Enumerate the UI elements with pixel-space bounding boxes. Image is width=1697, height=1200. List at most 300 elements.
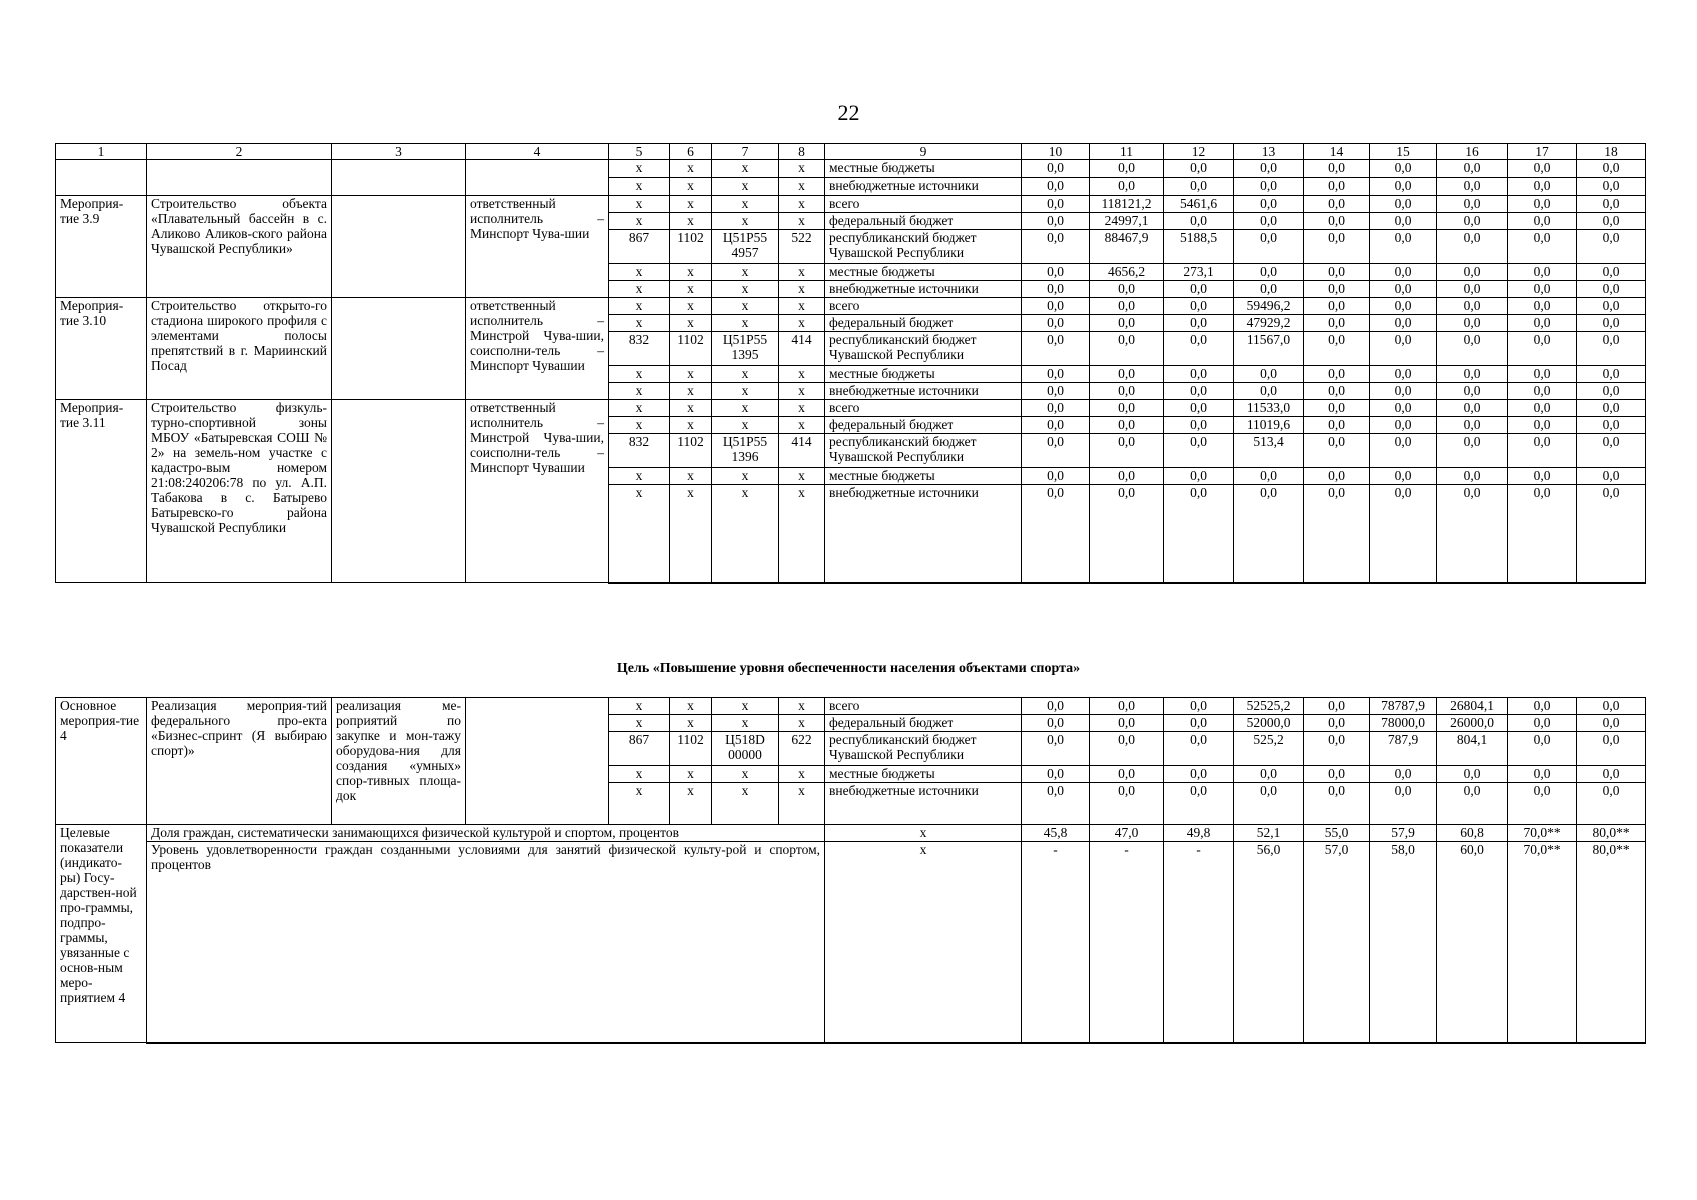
value-cell: 0,0: [1577, 160, 1646, 178]
value-cell: 0,0: [1437, 196, 1508, 213]
funding-source-cell: внебюджетные источники: [825, 178, 1022, 196]
value-cell: 0,0: [1437, 332, 1508, 366]
target-value: 60,8: [1437, 825, 1508, 842]
value-cell: 0,0: [1370, 298, 1437, 315]
value-cell: 0,0: [1370, 196, 1437, 213]
value-cell: 0,0: [1234, 196, 1304, 213]
value-cell: 78787,9: [1370, 698, 1437, 715]
value-cell: 0,0: [1508, 783, 1577, 825]
value-cell: 0,0: [1090, 281, 1164, 298]
value-cell: 0,0: [1234, 264, 1304, 281]
value-cell: 0,0: [1022, 715, 1090, 732]
value-cell: 5188,5: [1164, 230, 1234, 264]
code-cell: 832: [609, 332, 670, 366]
value-cell: 804,1: [1437, 732, 1508, 766]
value-cell: 0,0: [1022, 468, 1090, 485]
value-cell: 0,0: [1577, 417, 1646, 434]
value-cell: 0,0: [1370, 366, 1437, 383]
main-measure-description: реализация ме-роприятий по закупке и мон-тажу оборудова-ния для создания «умных» спор-тивных площа-док: [332, 698, 466, 825]
code-cell: х: [670, 213, 712, 230]
value-cell: 0,0: [1022, 698, 1090, 715]
code-cell: х: [712, 783, 779, 825]
target-value: 49,8: [1164, 825, 1234, 842]
code-cell: х: [670, 160, 712, 178]
value-cell: 0,0: [1437, 485, 1508, 583]
value-cell: 0,0: [1508, 715, 1577, 732]
value-cell: 0,0: [1508, 468, 1577, 485]
value-cell: 0,0: [1164, 366, 1234, 383]
code-cell: х: [609, 160, 670, 178]
column-number: 9: [825, 144, 1022, 160]
code-cell: 867: [609, 230, 670, 264]
value-cell: 0,0: [1508, 434, 1577, 468]
value-cell: 0,0: [1370, 160, 1437, 178]
value-cell: 0,0: [1164, 298, 1234, 315]
value-cell: 0,0: [1508, 417, 1577, 434]
code-cell: х: [670, 400, 712, 417]
value-cell: 0,0: [1304, 715, 1370, 732]
code-cell: х: [712, 715, 779, 732]
funding-source-cell: внебюджетные источники: [825, 783, 1022, 825]
budget-table-main-measure: [55, 697, 1646, 1044]
value-cell: 11533,0: [1234, 400, 1304, 417]
code-cell: х: [779, 698, 825, 715]
value-cell: 0,0: [1304, 783, 1370, 825]
value-cell: 0,0: [1508, 698, 1577, 715]
code-cell: х: [779, 400, 825, 417]
value-cell: 0,0: [1022, 315, 1090, 332]
code-cell: 1102: [670, 332, 712, 366]
value-cell: 0,0: [1437, 160, 1508, 178]
column-number: 4: [466, 144, 609, 160]
value-cell: 0,0: [1577, 264, 1646, 281]
value-cell: 0,0: [1164, 383, 1234, 400]
code-cell: х: [779, 783, 825, 825]
main-measure-name: Реализация мероприя-тий федерального про-екта «Бизнес-спринт (Я выбираю спорт)»: [147, 698, 332, 825]
value-cell: 0,0: [1090, 332, 1164, 366]
empty-cell-col3: [332, 298, 466, 400]
value-cell: 0,0: [1577, 434, 1646, 468]
code-cell: х: [712, 196, 779, 213]
value-cell: 0,0: [1304, 698, 1370, 715]
value-cell: 0,0: [1304, 264, 1370, 281]
column-number: 15: [1370, 144, 1437, 160]
goal-title: Цель «Повышение уровня обеспеченности населения объектами спорта»: [616, 661, 1081, 676]
value-cell: 0,0: [1090, 178, 1164, 196]
value-cell: 0,0: [1304, 366, 1370, 383]
code-cell: х: [609, 281, 670, 298]
value-cell: 0,0: [1437, 468, 1508, 485]
value-cell: 0,0: [1234, 281, 1304, 298]
value-cell: 0,0: [1437, 264, 1508, 281]
code-cell: х: [670, 468, 712, 485]
value-cell: 0,0: [1437, 434, 1508, 468]
value-cell: 0,0: [1022, 281, 1090, 298]
code-cell: х: [609, 766, 670, 783]
code-cell: х: [779, 160, 825, 178]
funding-source-cell: федеральный бюджет: [825, 315, 1022, 332]
header-row: [56, 144, 1646, 160]
code-cell: х: [609, 698, 670, 715]
code-cell: х: [712, 366, 779, 383]
value-cell: 0,0: [1304, 281, 1370, 298]
value-cell: 11567,0: [1234, 332, 1304, 366]
funding-source-cell: внебюджетные источники: [825, 281, 1022, 298]
target-value: 60,0: [1437, 842, 1508, 1043]
value-cell: 0,0: [1022, 732, 1090, 766]
code-cell: х: [779, 264, 825, 281]
target-indicator-text: Уровень удовлетворенности граждан созданными условиями для занятий физической культу-рой и спортом, процентов: [147, 842, 825, 1043]
code-cell: х: [670, 698, 712, 715]
value-cell: 0,0: [1577, 468, 1646, 485]
target-value: 57,9: [1370, 825, 1437, 842]
value-cell: 0,0: [1304, 732, 1370, 766]
value-cell: 0,0: [1370, 264, 1437, 281]
value-cell: 0,0: [1304, 417, 1370, 434]
code-cell: х: [670, 264, 712, 281]
value-cell: 0,0: [1437, 213, 1508, 230]
funding-source-cell: федеральный бюджет: [825, 213, 1022, 230]
code-cell: х: [670, 783, 712, 825]
value-cell: 0,0: [1164, 315, 1234, 332]
code-cell: х: [609, 783, 670, 825]
empty-cell-col3: [332, 400, 466, 583]
column-number: 12: [1164, 144, 1234, 160]
code-cell: 1102: [670, 732, 712, 766]
code-cell: х: [609, 468, 670, 485]
code-cell: х: [779, 315, 825, 332]
value-cell: 0,0: [1577, 230, 1646, 264]
code-cell: х: [779, 366, 825, 383]
target-value: 52,1: [1234, 825, 1304, 842]
code-cell: х: [670, 485, 712, 583]
value-cell: 0,0: [1508, 315, 1577, 332]
column-number: 8: [779, 144, 825, 160]
value-cell: 0,0: [1022, 485, 1090, 583]
value-cell: 0,0: [1304, 332, 1370, 366]
column-number: 6: [670, 144, 712, 160]
value-cell: 0,0: [1164, 715, 1234, 732]
target-value: 47,0: [1090, 825, 1164, 842]
column-number: 1: [56, 144, 147, 160]
value-cell: 0,0: [1090, 715, 1164, 732]
column-number: 3: [332, 144, 466, 160]
column-number: 17: [1508, 144, 1577, 160]
value-cell: 0,0: [1370, 178, 1437, 196]
value-cell: 0,0: [1090, 366, 1164, 383]
value-cell: 0,0: [1370, 434, 1437, 468]
value-cell: 0,0: [1090, 434, 1164, 468]
value-cell: 0,0: [1370, 468, 1437, 485]
value-cell: 52525,2: [1234, 698, 1304, 715]
value-cell: 0,0: [1577, 298, 1646, 315]
code-cell: х: [609, 485, 670, 583]
code-cell: х: [712, 178, 779, 196]
value-cell: 0,0: [1508, 213, 1577, 230]
value-cell: 0,0: [1234, 468, 1304, 485]
value-cell: 0,0: [1164, 468, 1234, 485]
value-cell: 0,0: [1022, 383, 1090, 400]
value-cell: 0,0: [1164, 178, 1234, 196]
code-cell: х: [712, 417, 779, 434]
value-cell: 0,0: [1370, 315, 1437, 332]
code-cell: х: [609, 417, 670, 434]
code-cell: 1102: [670, 230, 712, 264]
empty-cell-col3: [332, 160, 466, 196]
value-cell: 0,0: [1577, 281, 1646, 298]
code-cell: х: [712, 400, 779, 417]
target-value: -: [1164, 842, 1234, 1043]
value-cell: 0,0: [1090, 732, 1164, 766]
target-mark: х: [825, 842, 1022, 1043]
value-cell: 88467,9: [1090, 230, 1164, 264]
code-cell: Ц51Р55 1396: [712, 434, 779, 468]
measure-name: Строительство объекта «Плавательный бассейн в с. Аликово Аликов-ского района Чувашской Республики»: [147, 196, 332, 298]
empty-cell-col4: [466, 160, 609, 196]
code-cell: х: [609, 366, 670, 383]
value-cell: 0,0: [1164, 417, 1234, 434]
value-cell: 0,0: [1508, 298, 1577, 315]
value-cell: 0,0: [1508, 196, 1577, 213]
value-cell: 0,0: [1577, 783, 1646, 825]
code-cell: х: [712, 383, 779, 400]
value-cell: 0,0: [1437, 315, 1508, 332]
code-cell: х: [779, 383, 825, 400]
code-cell: 414: [779, 332, 825, 366]
code-cell: х: [670, 766, 712, 783]
code-cell: х: [779, 766, 825, 783]
value-cell: 0,0: [1090, 485, 1164, 583]
value-cell: 0,0: [1577, 213, 1646, 230]
target-value: 70,0**: [1508, 842, 1577, 1043]
measure-label: Мероприя-тие 3.9: [56, 196, 147, 298]
value-cell: 0,0: [1437, 783, 1508, 825]
target-mark: х: [825, 825, 1022, 842]
value-cell: 0,0: [1437, 366, 1508, 383]
value-cell: 0,0: [1164, 766, 1234, 783]
value-cell: 0,0: [1508, 400, 1577, 417]
value-cell: 118121,2: [1090, 196, 1164, 213]
value-cell: 0,0: [1022, 783, 1090, 825]
funding-source-cell: внебюджетные источники: [825, 485, 1022, 583]
funding-source-cell: республиканский бюджет Чувашской Республики: [825, 332, 1022, 366]
value-cell: 0,0: [1090, 383, 1164, 400]
code-cell: х: [779, 178, 825, 196]
value-cell: 525,2: [1234, 732, 1304, 766]
code-cell: х: [712, 298, 779, 315]
column-number: 18: [1577, 144, 1646, 160]
measure-label: Мероприя-тие 3.11: [56, 400, 147, 583]
value-cell: 0,0: [1370, 332, 1437, 366]
funding-source-cell: федеральный бюджет: [825, 715, 1022, 732]
code-cell: х: [779, 417, 825, 434]
value-cell: 0,0: [1437, 230, 1508, 264]
value-cell: 0,0: [1022, 230, 1090, 264]
value-cell: 52000,0: [1234, 715, 1304, 732]
value-cell: 0,0: [1508, 332, 1577, 366]
code-cell: х: [712, 160, 779, 178]
value-cell: 0,0: [1304, 178, 1370, 196]
code-cell: х: [712, 698, 779, 715]
value-cell: 0,0: [1090, 783, 1164, 825]
target-value: -: [1022, 842, 1090, 1043]
value-cell: 0,0: [1304, 468, 1370, 485]
value-cell: 0,0: [1234, 783, 1304, 825]
value-cell: 0,0: [1164, 485, 1234, 583]
target-value: 58,0: [1370, 842, 1437, 1043]
code-cell: х: [712, 468, 779, 485]
value-cell: 0,0: [1234, 366, 1304, 383]
funding-source-cell: республиканский бюджет Чувашской Республики: [825, 230, 1022, 264]
value-cell: 4656,2: [1090, 264, 1164, 281]
value-cell: 0,0: [1508, 178, 1577, 196]
measure-executor: ответственный исполнитель – Минстрой Чува-шии, соисполни-тель – Минспорт Чувашии: [466, 400, 609, 583]
value-cell: 0,0: [1508, 160, 1577, 178]
funding-source-cell: местные бюджеты: [825, 366, 1022, 383]
code-cell: х: [670, 315, 712, 332]
funding-source-cell: всего: [825, 196, 1022, 213]
code-cell: х: [609, 178, 670, 196]
code-cell: х: [670, 178, 712, 196]
table-row: [56, 298, 1646, 315]
code-cell: х: [779, 298, 825, 315]
funding-source-cell: всего: [825, 298, 1022, 315]
value-cell: 0,0: [1304, 213, 1370, 230]
table-row: [56, 160, 1646, 178]
funding-source-cell: всего: [825, 400, 1022, 417]
code-cell: х: [779, 715, 825, 732]
value-cell: 0,0: [1508, 485, 1577, 583]
value-cell: 0,0: [1022, 213, 1090, 230]
table-row: [56, 400, 1646, 417]
value-cell: 0,0: [1508, 281, 1577, 298]
column-number: 16: [1437, 144, 1508, 160]
value-cell: 24997,1: [1090, 213, 1164, 230]
code-cell: х: [670, 383, 712, 400]
value-cell: 0,0: [1304, 315, 1370, 332]
column-number: 11: [1090, 144, 1164, 160]
table-row: [56, 698, 1646, 715]
value-cell: 513,4: [1234, 434, 1304, 468]
value-cell: 0,0: [1437, 766, 1508, 783]
code-cell: х: [712, 485, 779, 583]
target-value: -: [1090, 842, 1164, 1043]
value-cell: 0,0: [1304, 400, 1370, 417]
column-number: 2: [147, 144, 332, 160]
code-cell: 1102: [670, 434, 712, 468]
column-number: 14: [1304, 144, 1370, 160]
funding-source-cell: местные бюджеты: [825, 766, 1022, 783]
page-number: 22: [837, 100, 860, 125]
code-cell: х: [670, 298, 712, 315]
value-cell: 26804,1: [1437, 698, 1508, 715]
value-cell: 0,0: [1370, 281, 1437, 298]
value-cell: 0,0: [1234, 383, 1304, 400]
code-cell: Ц518D 00000: [712, 732, 779, 766]
value-cell: 0,0: [1164, 434, 1234, 468]
value-cell: 0,0: [1370, 766, 1437, 783]
value-cell: 0,0: [1022, 264, 1090, 281]
target-row: [56, 842, 1646, 1043]
code-cell: х: [712, 264, 779, 281]
value-cell: 0,0: [1508, 766, 1577, 783]
value-cell: 0,0: [1370, 383, 1437, 400]
value-cell: 0,0: [1304, 196, 1370, 213]
target-value: 57,0: [1304, 842, 1370, 1043]
value-cell: 0,0: [1304, 160, 1370, 178]
value-cell: 0,0: [1090, 468, 1164, 485]
column-number: 10: [1022, 144, 1090, 160]
value-cell: 0,0: [1437, 298, 1508, 315]
value-cell: 0,0: [1577, 698, 1646, 715]
target-value: 45,8: [1022, 825, 1090, 842]
value-cell: 0,0: [1022, 366, 1090, 383]
target-value: 80,0**: [1577, 842, 1646, 1043]
empty-cell-col1: [56, 160, 147, 196]
budget-table-continuation: [55, 143, 1646, 584]
value-cell: 0,0: [1234, 766, 1304, 783]
value-cell: 0,0: [1090, 698, 1164, 715]
value-cell: 0,0: [1437, 383, 1508, 400]
value-cell: 47929,2: [1234, 315, 1304, 332]
value-cell: 0,0: [1090, 417, 1164, 434]
value-cell: 0,0: [1577, 732, 1646, 766]
code-cell: 867: [609, 732, 670, 766]
funding-source-cell: местные бюджеты: [825, 264, 1022, 281]
value-cell: 0,0: [1508, 230, 1577, 264]
value-cell: 0,0: [1577, 196, 1646, 213]
code-cell: Ц51Р55 4957: [712, 230, 779, 264]
value-cell: 0,0: [1370, 417, 1437, 434]
target-row: [56, 825, 1646, 842]
funding-source-cell: республиканский бюджет Чувашской Республики: [825, 732, 1022, 766]
value-cell: 0,0: [1164, 783, 1234, 825]
code-cell: х: [670, 715, 712, 732]
value-cell: 0,0: [1164, 732, 1234, 766]
value-cell: 0,0: [1304, 485, 1370, 583]
value-cell: 0,0: [1090, 298, 1164, 315]
measure-executor: ответственный исполнитель – Минстрой Чува-шии, соисполни-тель – Минспорт Чувашии: [466, 298, 609, 400]
code-cell: 832: [609, 434, 670, 468]
value-cell: 0,0: [1090, 400, 1164, 417]
code-cell: х: [670, 366, 712, 383]
value-cell: 0,0: [1090, 766, 1164, 783]
value-cell: 0,0: [1304, 298, 1370, 315]
value-cell: 26000,0: [1437, 715, 1508, 732]
empty-cell-col2: [147, 160, 332, 196]
measure-name: Строительство физкуль-турно-спортивной зоны МБОУ «Батыревская СОШ № 2» на земель-ном участке с кадастро-вым номером 21:08:240206:78 по ул. А.П. Табакова в с. Батырево Батыревско-го района Чувашской Республики: [147, 400, 332, 583]
code-cell: 622: [779, 732, 825, 766]
value-cell: 0,0: [1577, 715, 1646, 732]
value-cell: 0,0: [1508, 732, 1577, 766]
value-cell: 0,0: [1437, 281, 1508, 298]
value-cell: 0,0: [1304, 383, 1370, 400]
value-cell: 0,0: [1370, 485, 1437, 583]
code-cell: х: [779, 468, 825, 485]
value-cell: 11019,6: [1234, 417, 1304, 434]
value-cell: 0,0: [1437, 178, 1508, 196]
value-cell: 0,0: [1234, 230, 1304, 264]
value-cell: 0,0: [1508, 366, 1577, 383]
value-cell: 0,0: [1164, 160, 1234, 178]
value-cell: 0,0: [1164, 213, 1234, 230]
column-number: 7: [712, 144, 779, 160]
code-cell: х: [609, 383, 670, 400]
value-cell: 0,0: [1022, 160, 1090, 178]
value-cell: 0,0: [1508, 264, 1577, 281]
value-cell: 0,0: [1437, 417, 1508, 434]
value-cell: 0,0: [1164, 400, 1234, 417]
